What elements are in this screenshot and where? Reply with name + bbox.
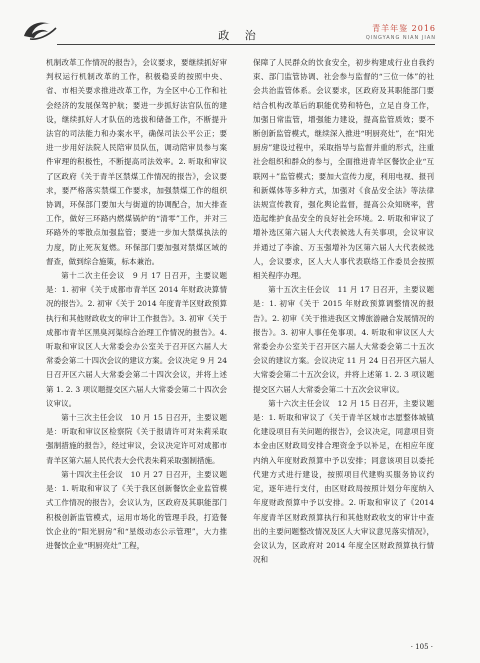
paragraph: 保障了人民群众的饮食安全，初步构建成行业自我约束、部门监管协调、社会参与监督的“三位一体”的社会共治监管体系。会议要求，区政府及其职能部门要结合机构改革后的职能优势和特色，立足自身工作，加强日常监管，增强能力建设，提高监管质效；要不断创新监管模式，继续深入推进“明厨亮灶”，在“阳光厨房”建设过程中，采取指导与监督并重的形式，注重社会组织和群众的参与，全面推进青羊区餐饮企业“互联网＋”监管模式；要加大宣传力度，利用电视、报刊和新媒体等多种方式，加强对《食品安全法》等法律法规宣传教育，强化舆论监督，提高公众知晓率，营造起维护食品安全的良好社会环境。2. 听取和审议了增补选区第六届人大代表候选人有关事项，会议审议并通过了李渝、万玉强增补为区第六届人大代表候选人，会议要求，区人大人事代表联络工作委员会按照相关程序办理。	[253, 58, 434, 281]
header-rule	[57, 44, 435, 45]
paragraph: 第十六次主任会议 12 月 15 日召开，主要议题是：1. 听取和审议了《关于青羊区城市志愿整体城镇化建设项目有关问题的报告》，会议决定，同意项目资本金由区财政局安排合理资金予以补足，在相应年度内纳入年度财政预算中予以安排；同意该项目以委托代建方式进行建设，按照项目代建购买服务协议约定，逐年进行支付，由区财政局按照计划分年度纳入年度财政预算中予以安排。2. 听取和审议了《2014 年度青羊区财政预算执行和其他财政收支的审计中查出的主要问题整改情况及区人大审议意见落实情况》，会议认为，区政府对 2014 年度全区财政预算执行情况和	[253, 398, 434, 565]
yearbook-pinyin: QINGYANG NIAN JIAN	[365, 35, 436, 41]
page-number: · 105 ·	[410, 643, 433, 651]
paragraph: 第十五次主任会议 11 月 17 日召开，主要议题是：1. 初审《关于 2015 年财政预算调整情况的报告》。2. 初审《关于推进我区文博旅游融合发展情况的报告》。3. 初审人事任免事项。4. 听取和审议区人大常委会办公室关于召开区六届人大常委会第二十五次会议的建议方案。会议决定 11 月 24 日召开区六届人大常委会第二十五次会议，并将上述第 1. 2. 3 项议题提交区六届人大常委会第二十五次会议审议。	[253, 285, 434, 394]
paragraph: 第十三次主任会议 10 月 15 日召开，主要议题是：听取和审议区检察院《关于报请许可对朱莉采取强制措施的报告》，经过审议，会议决定许可对成都市青羊区第六届人民代表大会代表朱莉采取强制措施。	[46, 413, 227, 465]
section-title: 政 治	[218, 29, 262, 42]
yearbook-name: 青羊年鉴 2016	[372, 24, 436, 33]
left-column	[46, 56, 227, 614]
paragraph: 第十二次主任会议 9 月 17 日召开，主要议题是：1. 初审《关于成都市青羊区 2014 年财政决算情况的报告》。2. 初审《关于 2014 年度青羊区财政预算执行和其他财政收支的审计工作报告》。3. 初审《关于成都市青羊区黑臭河渠综合治理工作情况的报告》。4. 听取和审议区人大常委会办公室关于召开区六届人大常委会第二十四次会议的建议方案。会议决定 9 月 24 日召开区六届人大常委会第二十四次会议，并将上述第 1. 2. 3 项议题提交区六届人大常委会第二十四次会议审议。	[46, 271, 227, 408]
paragraph: 机制改革工作情况的报告》，会议要求，要继续抓好审判权运行机制改革的工作，积极稳妥的按照中央、省、市相关要求推进改革工作，为全区中心工作和社会经济的发展保驾护航；要进一步抓好法官队伍的建设，继续抓好人才队伍的选拔和储备工作，不断提升法官的司法能力和办案水平，确保司法公平公正；要进一步用好法院人民陪审员队伍，调动陪审员参与案件审理的积极性，不断提高司法效率。2. 听取和审议了区政府《关于青羊区禁煤工作情况的报告》，会议要求，要严格落实禁煤工作要求，加强禁煤工作的组织协调，环保部门要加大与街道的协调配合，加大排查工作，做好三环路内燃煤锅炉的“清零”工作，并对三环路外的零散点加强监管；要进一步加大禁煤执法的力度，防止死灰复燃。环保部门要加强对禁煤区域的督查，做到综合施策，标本兼治。	[46, 58, 227, 266]
paragraph: 第十四次主任会议 10 月 27 日召开，主要议题是：1. 听取和审议了《关于我区创新餐饮企业监管模式工作情况的报告》，会议认为，区政府及其职能部门积极创新监管模式，运用市场化的管理手段，打造餐饮企业的“阳光厨房”和“星级动态公示管理”，大力推进餐饮企业“明厨亮灶”工程，	[46, 469, 227, 550]
right-column	[253, 56, 434, 614]
